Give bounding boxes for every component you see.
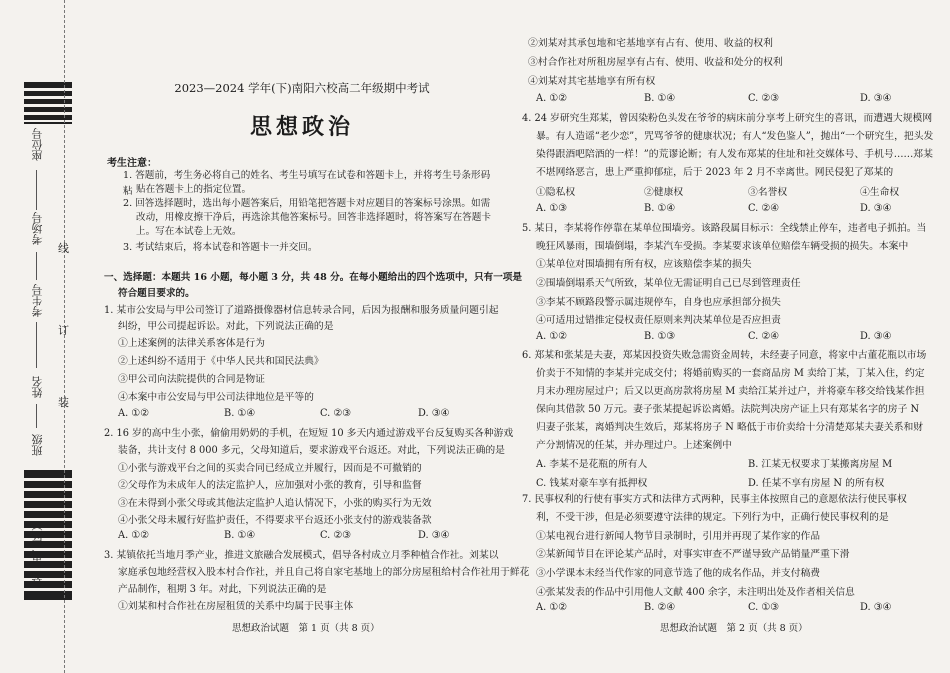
option-a[interactable]: A. ①② [536, 93, 567, 104]
q7-item: ③小学课本未经当代作家的同意节选了他的成名作品，并支付稿费 [536, 568, 821, 579]
option-d[interactable]: D. ③④ [860, 203, 892, 214]
option-b[interactable]: B. 江某无权要求丁某搬离房屋 M [748, 459, 893, 470]
notice-item: 1. 答题前，考生务必将自己的姓名、考生号填写在试卷和答题卡上，并将考生号条形码粘 [123, 170, 491, 197]
q6-stem: 产分割情况的任某，并办理过户。上述案例中 [536, 440, 732, 451]
q6-stem: 月末办理房屋过户；后又以更高房款将房屋 M 卖给江某并过户，并将豪车移交给钱某作担 [536, 386, 925, 397]
option-c[interactable]: C. ②③ [320, 408, 351, 419]
section-heading-cont: 符合题目要求的。 [118, 288, 195, 299]
option-d[interactable]: D. ③④ [860, 93, 892, 104]
q1-stem: 纠纷，甲公司提起诉讼。对此，下列说法正确的是 [118, 321, 334, 332]
q3-stem: 3. 某镇依托当地月季产业，推进文旅融合发展模式，倡导各村成立月季种植合作社。刘某以 [104, 550, 499, 561]
q1-item: ④本案中市公安局与甲公司法律地位是平等的 [118, 392, 314, 403]
q7-item: ①某电视台进行新闻人物节目录制时，引用并再现了某作家的作品 [536, 531, 821, 542]
q5-item: ④可适用过错推定侵权责任原则来判决某单位是否应担责 [536, 315, 781, 326]
q2-stem: 2. 16 岁的高中生小张，偷偷用奶奶的手机，在短短 10 多天内通过游戏平台反复购买各种游戏 [104, 428, 514, 439]
q1-stem: 1. 某市公安局与甲公司签订了道路摄像器材信息转录合同，后因为报酬和服务质量问题引起 [104, 305, 499, 316]
option-b[interactable]: B. ②④ [644, 602, 675, 613]
q2-item: ④小张父母未履行好监护责任，不得要求平台返还小张支付的游戏装备款 [118, 515, 432, 526]
option-a[interactable]: A. ①③ [536, 203, 567, 214]
notice-heading: 考生注意： [107, 158, 157, 169]
option-c[interactable]: C. ①③ [748, 602, 779, 613]
option-c[interactable]: C. ②③ [748, 93, 779, 104]
option-c[interactable]: C. ②④ [748, 203, 779, 214]
option-b[interactable]: B. ①③ [644, 331, 675, 342]
q1-item: ②上述纠纷不适用于《中华人民共和国民法典》 [118, 356, 324, 367]
option-c[interactable]: C. ②④ [748, 331, 779, 342]
q7-stem: 7. 民事权利的行使有事实方式和法律方式两种，民事主体按照自己的意愿依法行使民事权 [522, 494, 907, 505]
q4-item: ③名誉权 [748, 187, 788, 198]
option-c[interactable]: C. 钱某对豪车享有抵押权 [536, 478, 648, 489]
notice-item: 贴在答题卡上的指定位置。 [136, 184, 252, 195]
q5-stem: 5. 某日，李某将作停靠在某单位围墙旁。该路段属目标示：全线禁止停车，违者电子抓拍。当 [522, 223, 927, 234]
notice-item: 2. 回答选择题时，选出每小题答案后，用铅笔把答题卡对应题目的答案标号涂黑。如需 [123, 198, 491, 209]
q4-item: ④生命权 [860, 187, 900, 198]
option-d[interactable]: D. ③④ [418, 408, 450, 419]
option-a[interactable]: A. 李某不是花瓶的所有人 [536, 459, 648, 470]
q4-stem: 4. 24 岁研究生郑某，曾因染粉色头发在爷爷的病床前分享考上研究生的喜讯，而遭遇大规模网 [522, 113, 933, 124]
q6-stem: 6. 郑某和张某是夫妻，郑某因投资失败急需资金周转，未经妻子同意，将家中古董花瓶以市场 [522, 350, 927, 361]
q3-item: ①刘某和村合作社在房屋租赁的关系中均属于民事主体 [118, 601, 354, 612]
option-a[interactable]: A. ①② [118, 530, 149, 541]
option-b[interactable]: B. ①④ [644, 203, 675, 214]
id-label: 考生号 [31, 284, 44, 317]
q5-item: ②围墙倒塌系天气所致，某单位无需证明自己已尽到管理责任 [536, 278, 801, 289]
q6-stem: 保向其借款 50 万元。妻子张某提起诉讼离婚。法院判决房产证上只有郑某名字的房子 N [536, 404, 920, 415]
q5-stem: 晚狂风暴雨，围墙倒塌，李某汽车受损。李某要求该单位赔偿车辆受损的损失。本案中 [536, 241, 909, 252]
option-d[interactable]: D. 任某不享有房屋 N 的所有权 [748, 478, 885, 489]
exam-title: 2023—2024 学年(下)南阳六校高二年级期中考试 [174, 81, 430, 95]
q4-item: ①隐私权 [536, 187, 576, 198]
q3-item: ④刘某对其宅基地享有所有权 [528, 76, 656, 87]
q7-item: ②某新闻节目在评论某产品时，对事实审查不严谨导致产品销量严重下滑 [536, 549, 850, 560]
q5-item: ③李某不顾路段警示属违规停车，自身也应承担部分损失 [536, 297, 781, 308]
binding-margin [0, 0, 95, 673]
q2-item: ③在未得到小张父母或其他法定监护人追认情况下，小张的购买行为无效 [118, 498, 432, 509]
notice-item: 3. 考试结束后，将本试卷和答题卡一并交回。 [123, 242, 318, 253]
q1-item: ③甲公司向法院提供的合同是物证 [118, 374, 265, 385]
seat-label: 座位号 [31, 128, 44, 161]
page-footer-right: 思想政治试题 第 2 页（共 8 页） [660, 623, 808, 634]
option-a[interactable]: A. ①② [536, 331, 567, 342]
q7-item: ④张某发表的作品中引用他人文献 400 余字，未注明出处及作者相关信息 [536, 587, 855, 598]
q3-stem: 家庭承包地经营权入股本村合作社，并且自己将自家宅基地上的部分房屋租给村合作社用于鲜花 [118, 567, 530, 578]
q4-stem: 暴。有人造谣“老少恋”，咒骂爷爷的健康状况；有人“发色鉴人”，抛出“一个研究生，把头发 [536, 131, 934, 142]
q3-item: ②刘某对其承包地和宅基地享有占有、使用、收益的权利 [528, 38, 773, 49]
q3-stem: 产品制作，租期 3 年。对此，下列说法正确的是 [118, 584, 327, 595]
q3-item: ③村合作社对所租房屋享有占有、使用、收益和处分的权利 [528, 57, 783, 68]
option-d[interactable]: D. ③④ [418, 530, 450, 541]
cut-mark-1: 线 [58, 242, 69, 255]
q4-stem: 染得跟酒吧陪酒的一样！”的荒谬论断；有人发布郑某的住址和社交媒体号、手机号……郑某 [536, 149, 933, 160]
option-c[interactable]: C. ②③ [320, 530, 351, 541]
county-label: 县（市、区） [31, 520, 44, 586]
option-b[interactable]: B. ①④ [224, 408, 255, 419]
q4-stem: 不堪网络恶言，患上严重抑郁症，后于 2023 年 2 月不幸离世。网民侵犯了郑某的 [536, 167, 894, 178]
q6-stem: 价卖于不知情的李某并完成交付；将婚前购买的一套商品房 M 卖给丁某，丁某入住，约定 [536, 368, 925, 379]
name-label: 姓名 [31, 376, 44, 398]
q2-stem: 装备，共计支付 8 000 多元，父母知道后，要求游戏平台返还。对此，下列说法正确的是 [118, 445, 505, 456]
class-label: 班级 [31, 434, 44, 456]
notice-item: 上。写在本试卷上无效。 [136, 226, 242, 237]
section-heading: 一、选择题：本题共 16 小题，每小题 3 分，共 48 分。在每小题给出的四个选项中，只有一项是 [104, 272, 522, 283]
q6-stem: 归妻子张某，离婚判决生效后，郑某将房子 N 略低于市价卖给十分清楚郑某夫妻关系和财 [536, 422, 924, 433]
option-a[interactable]: A. ①② [118, 408, 149, 419]
room-label: 考场号 [31, 212, 44, 245]
q2-item: ②父母作为未成年人的法定监护人，应加强对小张的教育，引导和监督 [118, 480, 422, 491]
option-b[interactable]: B. ①④ [224, 530, 255, 541]
page-footer-left: 思想政治试题 第 1 页（共 8 页） [232, 623, 380, 634]
notice-item: 改动，用橡皮擦干净后，再选涂其他答案标号。回答非选择题时，将答案写在答题卡 [136, 212, 491, 223]
q2-item: ①小张与游戏平台之间的买卖合同已经成立并履行，因而是不可撤销的 [118, 463, 422, 474]
option-d[interactable]: D. ③④ [860, 331, 892, 342]
cut-mark-2: 订 [58, 324, 69, 337]
option-b[interactable]: B. ①④ [644, 93, 675, 104]
q5-item: ①某单位对围墙拥有所有权，应该赔偿李某的损失 [536, 259, 752, 270]
q4-item: ②健康权 [644, 187, 684, 198]
subject-title: 思想政治 [249, 114, 354, 140]
option-d[interactable]: D. ③④ [860, 602, 892, 613]
q1-item: ①上述案例的法律关系客体是行为 [118, 338, 265, 349]
cut-mark-3: 装 [58, 396, 69, 409]
option-a[interactable]: A. ①② [536, 602, 567, 613]
q7-stem: 利，不受干涉，但是必须要遵守法律的规定。下列行为中，正确行使民事权利的是 [536, 512, 889, 523]
